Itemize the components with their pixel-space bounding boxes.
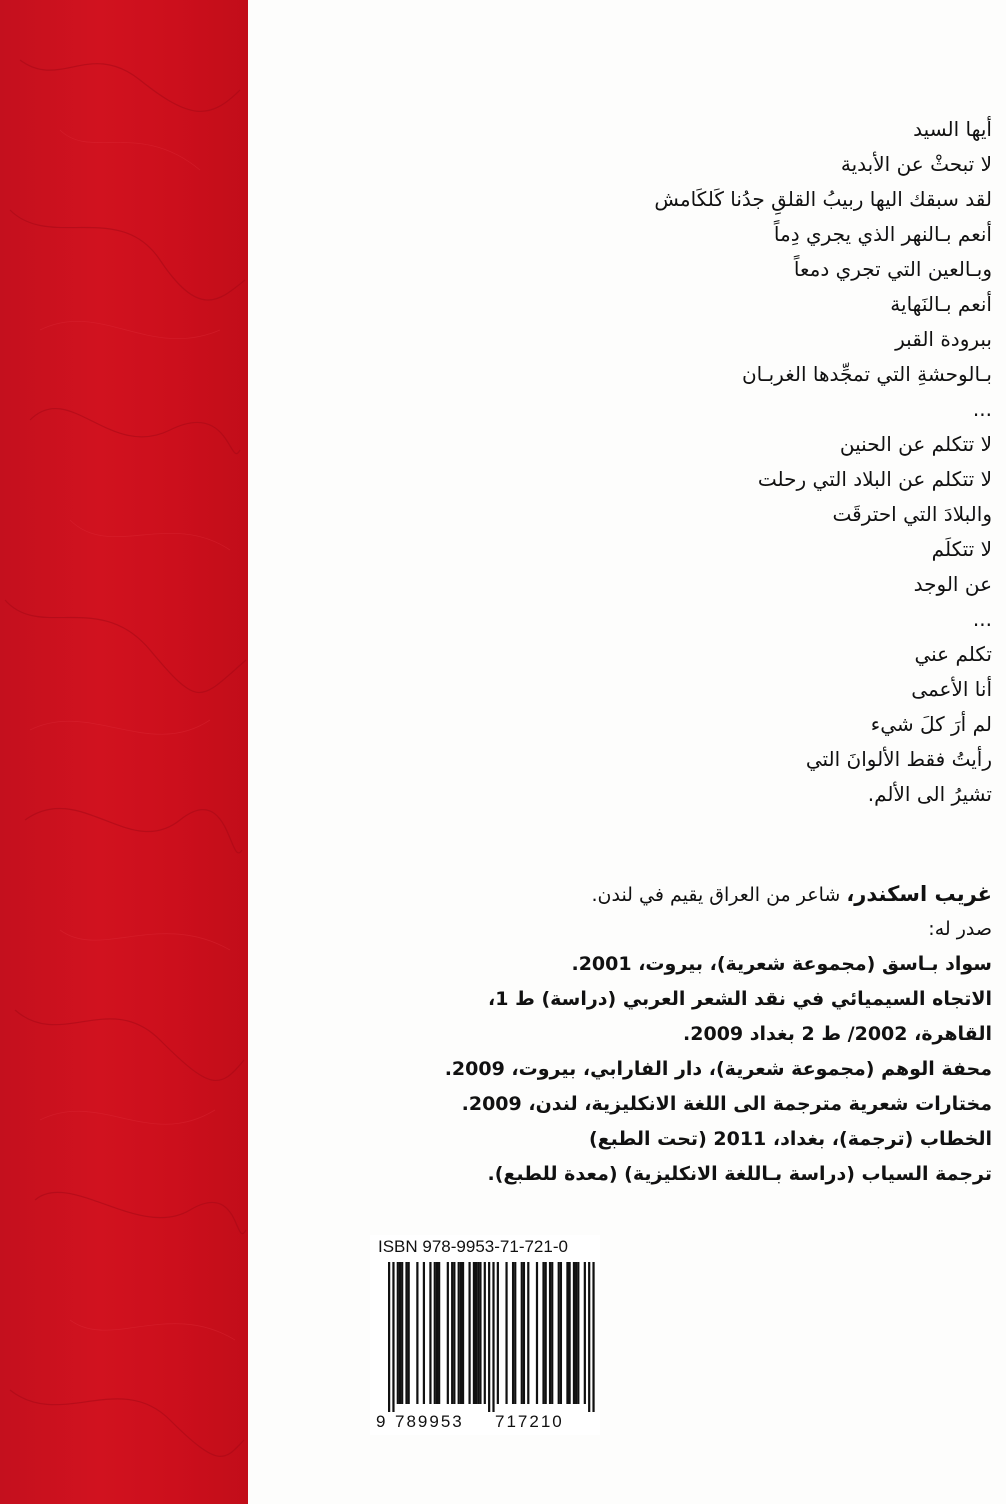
barcode-right-digits: 717210 [495,1412,564,1431]
poem-line: ببرودة القبر [895,327,992,351]
barcode-bar [462,1262,464,1404]
poem-line: لم أرَ كلَ شيء [870,712,992,736]
poem [432,112,992,812]
barcode-bar [397,1262,399,1404]
poem-line: لا تبحثْ عن الأبدية [840,152,992,176]
barcode-bar [566,1262,568,1404]
barcode-bar [584,1262,586,1404]
poem-line: والبلادَ التي احترقَت [832,502,992,526]
barcode-bar [505,1262,507,1404]
poem-line: وبـالعين التي تجري دمعاً [793,257,992,281]
barcode-bar [447,1262,449,1404]
barcode-bar [473,1262,475,1404]
poem-line: أيها السيد [913,117,992,141]
poem-line: تكلم عني [914,642,992,666]
barcode-bar [577,1262,579,1404]
barcode-bar [514,1262,516,1404]
poem-ellipsis: ... [972,607,992,631]
barcode-bar [468,1262,470,1404]
barcode-bar [451,1262,453,1404]
barcode-bar [388,1262,390,1412]
barcode-bar [405,1262,407,1404]
barcode-bar [551,1262,553,1404]
work-item: الاتجاه السيميائي في نقد الشعر العربي (دراسة) ط 1، [488,988,992,1010]
barcode-bar [497,1262,499,1404]
published-label: صدر له: [928,918,992,940]
work-item: الخطاب (ترجمة)، بغداد، 2011 (تحت الطبع) [588,1128,992,1150]
barcode-bar [523,1262,525,1404]
work-item: محفة الوهم (مجموعة شعرية)، دار الفارابي، بيروت، 2009. [444,1058,992,1080]
poem-line: بـالوحشةِ التي تمجِّدها الغربـان [741,362,992,386]
poem-line: لا تتكلم عن البلاد التي رحلت [757,467,992,491]
barcode-bar [479,1262,481,1404]
barcode-left-digits: 789953 [395,1412,464,1431]
barcode-bar [399,1262,401,1404]
work-item: سواد بـاسق (مجموعة شعرية)، بيروت، 2001. [571,953,992,975]
work-item: ترجمة السياب (دراسة بـاللغة الانكليزية) (معدة للطبع). [487,1163,992,1185]
red-spine [0,0,248,1504]
barcode-bar [460,1262,462,1404]
barcode-bar [438,1262,440,1404]
author-description: شاعر من العراق يقيم في لندن. [591,884,847,906]
barcode-bar [569,1262,571,1404]
author-bio [342,877,992,1192]
barcode-bar [521,1262,523,1404]
barcode-lead-digit: 9 [376,1412,386,1431]
barcode-bar [488,1262,490,1412]
author-line [342,877,992,912]
poem-line: لقد سبقك اليها ربيبُ القلقِ جدُنا كَلكَامش [654,187,992,211]
barcode-bar [560,1262,562,1404]
barcode-bar [453,1262,455,1404]
work-item: مختارات شعرية مترجمة الى اللغة الانكليزية، لندن، 2009. [461,1093,992,1115]
poem-line: رأيتُ فقط الألوانَ التي [805,747,992,771]
work-item: القاهرة، 2002/ ط 2 بغداد 2009. [683,1023,992,1045]
spine-texture [0,0,248,1504]
barcode-bar [545,1262,547,1404]
poem-line: لا تتكلَم [931,537,992,561]
barcode [372,1262,596,1412]
barcode-bar [536,1262,538,1404]
barcode-bar [401,1262,403,1404]
poem-line: تشيرُ الى الألم. [867,782,992,806]
barcode-bar [458,1262,460,1404]
barcode-bar [423,1262,425,1404]
poem-line: أنعم بـالنَهاية [890,292,992,316]
barcode-bar [549,1262,551,1404]
barcode-bar [592,1262,594,1412]
poem-line: عن الوجد [913,572,992,596]
poem-line: أنا الأعمى [911,677,992,701]
isbn-label: ISBN 978-9953-71-721-0 [378,1237,568,1256]
barcode-bar [477,1262,479,1404]
barcode-bar [429,1262,431,1404]
barcode-bar [434,1262,436,1404]
barcode-bar [588,1262,590,1412]
poem-ellipsis: ... [972,397,992,421]
barcode-bar [484,1262,486,1404]
barcode-bar [416,1262,418,1404]
barcode-bar [575,1262,577,1404]
barcode-bar [558,1262,560,1404]
author-name: غريب اسكندر، [846,882,992,906]
poem-line: أنعم بـالنهر الذي يجري دِماً [773,222,992,246]
barcode-bar [392,1262,394,1412]
barcode-bar [408,1262,410,1404]
barcode-bar [527,1262,529,1404]
barcode-bar [475,1262,477,1404]
poem-line: لا تتكلم عن الحنين [839,432,992,456]
barcode-bar [542,1262,544,1404]
barcode-bar [492,1262,494,1412]
barcode-bar [573,1262,575,1404]
barcode-bar [512,1262,514,1404]
barcode-bar [436,1262,438,1404]
